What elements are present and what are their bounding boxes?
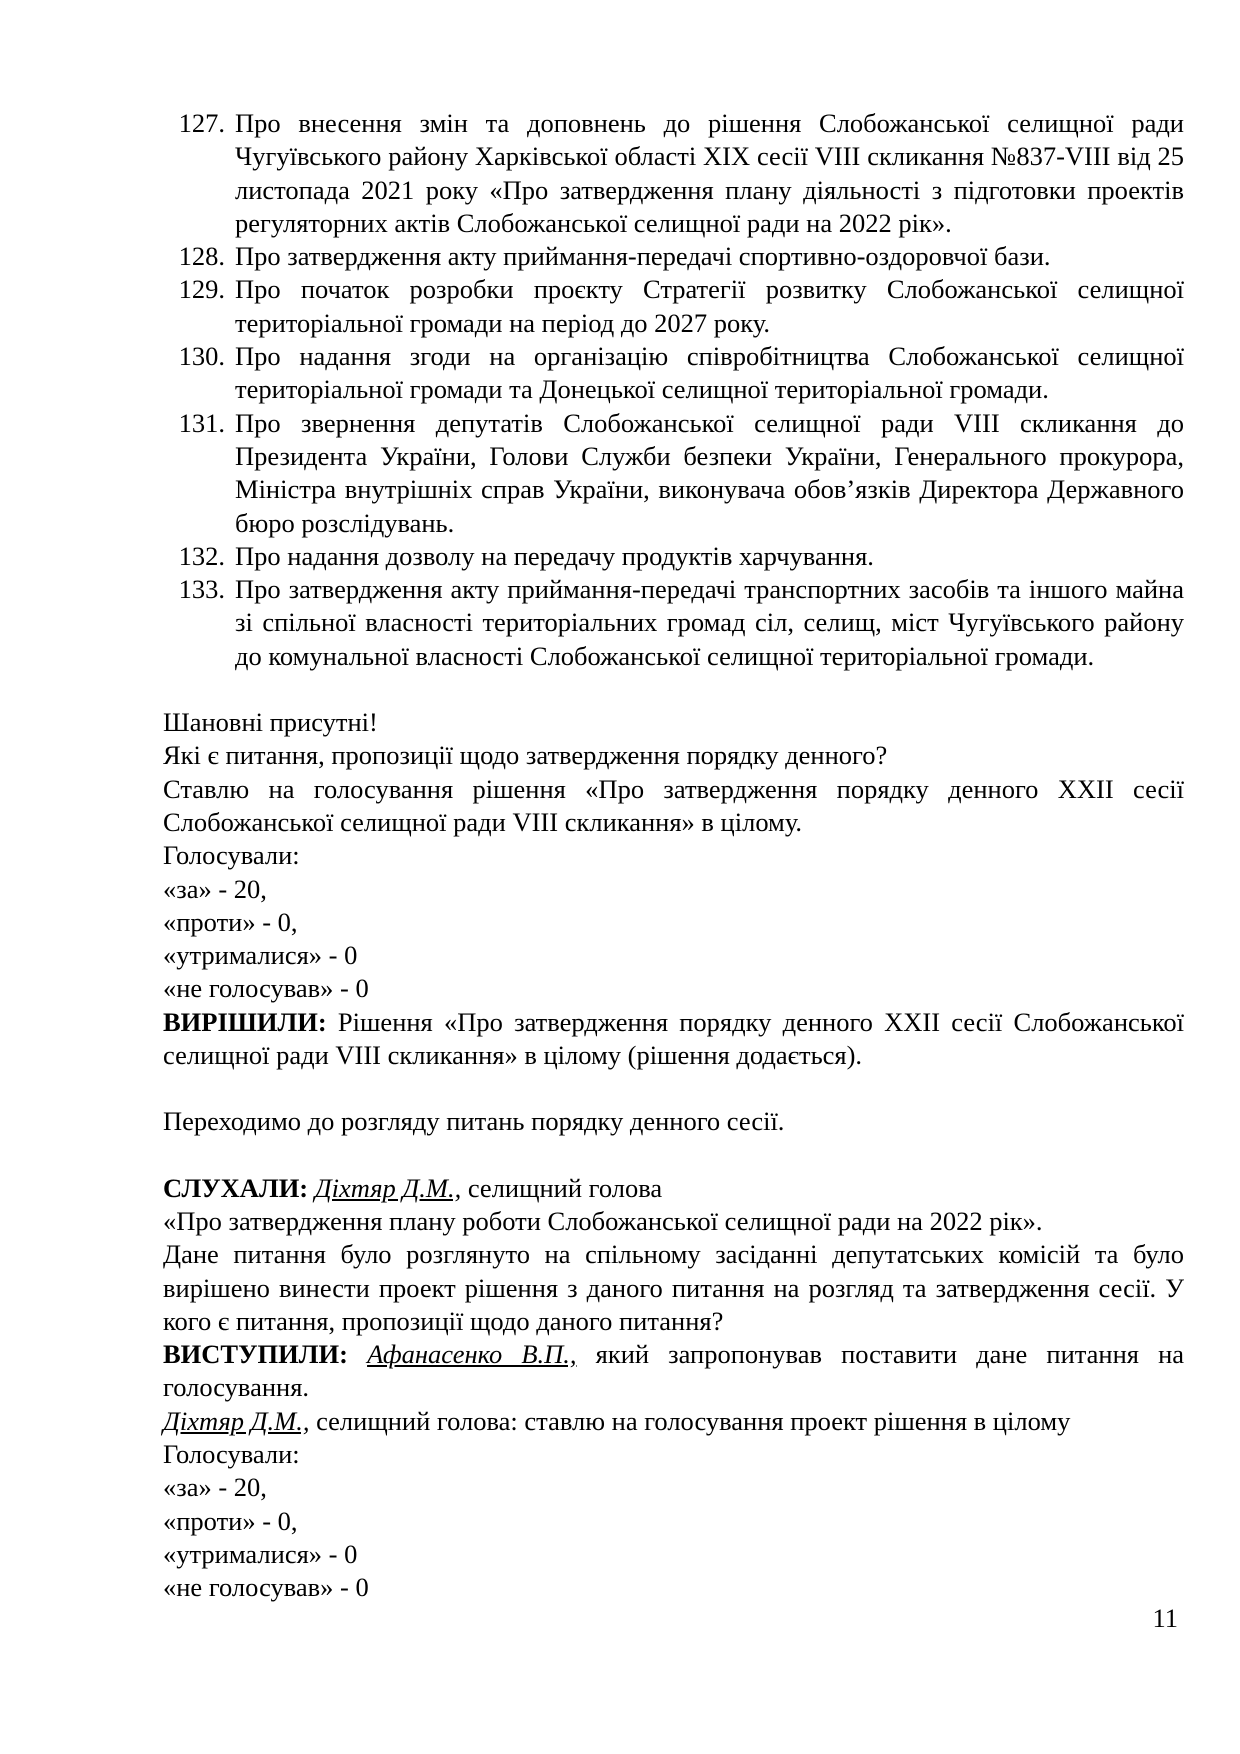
agenda-item-number: 129. [178,274,225,305]
spacer [163,673,1184,706]
speaker-name: Афанасенко В.П., [367,1339,577,1370]
agenda-item-number: 131. [178,407,225,438]
agenda-item [163,540,1184,573]
agenda-item [163,240,1184,273]
agenda-item-number: 132. [178,540,225,571]
chair-name: Діхтяр Д.М., [163,1405,310,1436]
question: Які є питання, пропозиції щодо затвердження порядку денного? [163,740,888,771]
agenda-item-number: 128. [178,241,225,272]
decided-label: ВИРІШИЛИ: [163,1006,327,1037]
agenda-item [163,107,1184,240]
speaker-name: Діхтяр Д.М., [314,1172,462,1203]
decided-text: Рішення «Про затвердження порядку денного XXII сесії Слобожанської селищної ради VIII скликання» в цілому (рішення додається). [163,1006,1184,1071]
agenda-item-text: Про затвердження акту приймання-передачі транспортних засобів та іншого майна зі спільної власності територіальних громад сіл, селищ, міст Чугуївського району до комунальної власності Слобожанської селищної територіальної громади. [235,574,1184,671]
agenda-item-number: 133. [178,574,225,605]
spacer [163,1139,1184,1172]
agenda-list [163,107,1184,673]
vote-not-voted: «не голосував» - 0 [163,1572,369,1603]
agenda-item [163,340,1184,407]
agenda-item-text: Про надання згоди на організацію співробітництва Слобожанської селищної територіальної громади та Донецької селищної територіальної громади. [235,341,1184,405]
heard-label: СЛУХАЛИ: [163,1172,309,1203]
vote-for: «за» - 20, [163,873,267,904]
transition: Переходимо до розгляду питань порядку денного сесії. [163,1106,785,1137]
vote-call: Ставлю на голосування рішення «Про затвердження порядку денного XXII сесії Слобожанської селищної ради VIII скликання» в цілому. [163,773,1184,837]
agenda-item [163,273,1184,340]
agenda-item [163,573,1184,673]
chair-paragraph [163,1405,1184,1438]
agenda-item-text: Про затвердження акту приймання-передачі спортивно-оздоровчої бази. [235,241,1051,272]
vote-abstained: «утрималися» - 0 [163,940,358,971]
agenda-item-text: Про звернення депутатів Слобожанської селищної ради VIII скликання до Президента України, Голови Служби безпеки України, Генерального прокурора, Міністра внутрішніх справ України, виконувача обов’язків Директора Державного бюро розслідувань. [235,407,1184,538]
vote-for: «за» - 20, [163,1472,267,1503]
agenda-item-text: Про початок розробки проєкту Стратегії розвитку Слобожанської селищної територіальної громади на період до 2027 року. [235,274,1184,338]
heard-paragraph [163,1172,1184,1205]
vote-against: «проти» - 0, [163,1505,298,1536]
agenda-item-number: 127. [178,108,225,138]
vote-heading: Голосували: [163,840,300,871]
greeting: Шановні присутні! [163,707,378,738]
agenda-item-number: 130. [178,341,225,372]
page-content [163,107,1184,1604]
spoke-text: який запропонував поставити дане питання на голосування. [163,1339,1185,1403]
speaker-role: селищний голова [461,1172,663,1203]
spacer [163,1072,1184,1105]
discussion: Дане питання було розглянуто на спільному засіданні депутатських комісій та було вирішено винести проект рішення з даного питання на розгляд та затвердження сесії. У кого є питання, пропозиції щодо даного питання? [163,1239,1184,1336]
vote-abstained: «утрималися» - 0 [163,1538,358,1569]
spoke-paragraph [163,1338,1184,1405]
page-number: 11 [1152,1603,1178,1633]
chair-text: селищний голова: ставлю на голосування проект рішення в цілому [309,1405,1071,1436]
vote-not-voted: «не голосував» - 0 [163,973,369,1004]
spoke-label: ВИСТУПИЛИ: [163,1339,348,1370]
decision-paragraph [163,1006,1184,1073]
agenda-item-text: Про внесення змін та доповнень до рішення Слобожанської селищної ради Чугуївського району Харківської області XIX сесії VIII скликання №837-VIII від 25 листопада 2021 року «Про затвердження плану діяльності з підготовки проектів регуляторних актів Слобожанської селищної ради на 2022 рік». [235,108,1184,238]
vote-against: «проти» - 0, [163,906,298,937]
topic: «Про затвердження плану роботи Слобожанської селищної ради на 2022 рік». [163,1205,1043,1236]
agenda-item-text: Про надання дозволу на передачу продуктів харчування. [235,540,874,571]
vote-heading: Голосували: [163,1438,300,1469]
agenda-item [163,407,1184,540]
